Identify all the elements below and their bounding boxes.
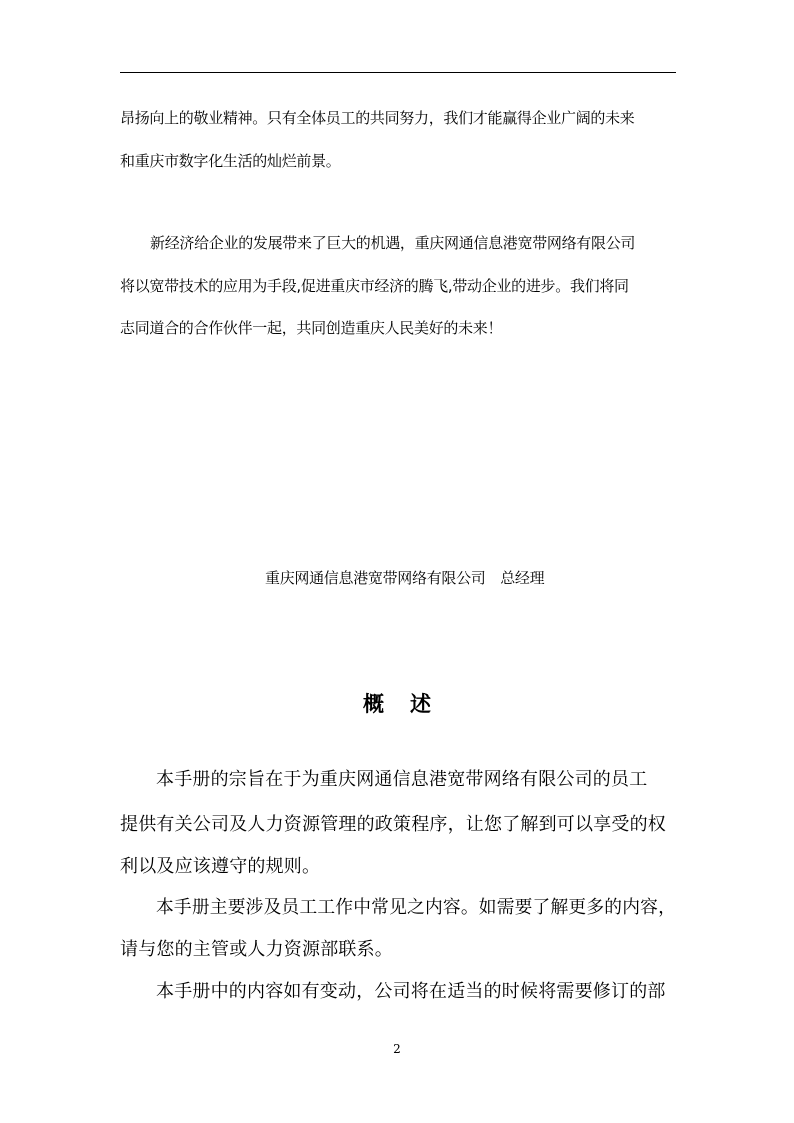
letter-line-3: 新经济给企业的发展带来了巨大的机遇，重庆网通信息港宽带网络有限公司 [150, 234, 636, 252]
letter-line-2: 和重庆市数字化生活的灿烂前景。 [120, 152, 341, 170]
header-rule [120, 72, 676, 73]
overview-line-1: 本手册的宗旨在于为重庆网通信息港宽带网络有限公司的员工 [156, 769, 648, 790]
overview-line-3: 利以及应该遵守的规则。 [120, 856, 321, 877]
letter-line-1: 昂扬向上的敬业精神。只有全体员工的共同努力，我们才能赢得企业广阔的未来 [120, 109, 635, 127]
letter-line-5: 志同道合的合作伙伴一起，共同创造重庆人民美好的未来！ [120, 319, 503, 337]
overview-line-5: 请与您的主管或人力资源部联系。 [120, 939, 393, 960]
overview-line-4: 本手册主要涉及员工工作中常见之内容。如需要了解更多的内容， [156, 897, 676, 918]
section-title: 概述 [363, 692, 457, 716]
page-number: 2 [393, 1042, 401, 1056]
overview-line-6: 本手册中的内容如有变动，公司将在适当的时候将需要修订的部 [156, 981, 666, 1002]
letter-line-4: 将以宽带技术的应用为手段,促进重庆市经济的腾飞,带动企业的进步。我们将同 [120, 277, 629, 295]
letter-signature: 重庆网通信息港宽带网络有限公司 总经理 [265, 569, 545, 587]
overview-line-2: 提供有关公司及人力资源管理的政策程序，让您了解到可以享受的权 [120, 814, 666, 835]
